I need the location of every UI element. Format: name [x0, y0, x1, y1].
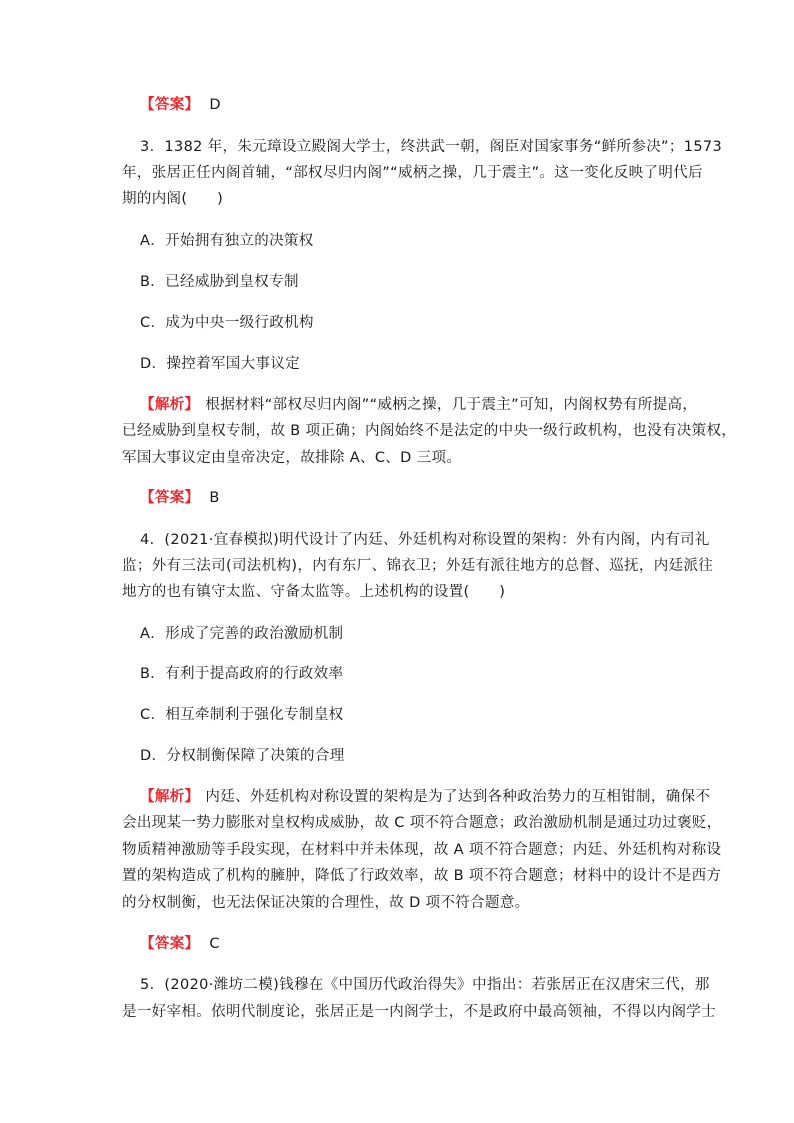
- answer-line: [140, 95, 700, 115]
- question-3-analysis-line-1: [140, 395, 700, 415]
- analysis-text: 根据材料“部权尽归内阁”“威柄之操，几于震主”可知，内阁权势有所提高，: [205, 397, 698, 413]
- analysis-tag: 【解析】: [140, 789, 200, 805]
- answer-value: D: [209, 97, 221, 113]
- answer-value: C: [209, 936, 220, 952]
- question-3-option-c: C．成为中央一级行政机构: [140, 315, 314, 331]
- question-4-option-d: D．分权制衡保障了决策的合理: [140, 748, 345, 764]
- question-4-analysis-line-4: 置的架构造成了机构的臃肿，降低了行政效率，故 B 项不符合题意；材料中的设计不是西方: [122, 868, 722, 884]
- question-4-stem-line-3: 地方的也有镇守太监、守备太监等。上述机构的设置( ): [122, 584, 506, 600]
- question-4-stem-line-2: 监；外有三法司(司法机构)，内有东厂、锦衣卫；外廷有派往地方的总督、巡抚，内廷派往: [122, 558, 714, 574]
- analysis-tag: 【解析】: [140, 397, 200, 413]
- question-3-analysis-line-2: 已经威胁到皇权专制，故 B 项正确；内阁始终不是法定的中央一级行政机构，也没有决策权，: [122, 423, 737, 439]
- question-3-analysis-line-3: 军国大事议定由皇帝决定，故排除 A、C、D 三项。: [122, 450, 462, 466]
- question-3-option-a: A．开始拥有独立的决策权: [140, 233, 314, 249]
- question-3-answer-line: [140, 488, 700, 508]
- question-4-analysis-line-1: [140, 787, 711, 807]
- answer-tag: 【答案】: [140, 97, 200, 113]
- question-3-stem-line-2: 年，张居正任内阁首辅，“部权尽归内阁”“威柄之操，几于震主”。这一变化反映了明代后: [122, 165, 703, 181]
- question-5-stem-line-2: 是一好宰相。依明代制度论，张居正是一内阁学士，不是政府中最高领袖，不得以内阁学士: [122, 1004, 716, 1020]
- question-4-option-a: A．形成了完善的政治激励机制: [140, 626, 344, 642]
- question-4-option-b: B．有利于提高政府的行政效率: [140, 666, 344, 682]
- question-3-stem-line-1: 3．1382 年，朱元璋设立殿阁大学士，终洪武一朝，阁臣对国家事务“鲜所参决”；1573: [140, 139, 723, 155]
- answer-tag: 【答案】: [140, 490, 200, 506]
- question-4-option-c: C．相互牵制利于强化专制皇权: [140, 707, 344, 723]
- question-3-option-d: D．操控着军国大事议定: [140, 356, 301, 372]
- question-4-answer-line: [140, 934, 700, 954]
- question-5-stem-line-1: 5．(2020·潍坊二模)钱穆在《中国历代政治得失》中指出：若张居正在汉唐宋三代，那: [140, 977, 710, 993]
- question-4-stem-line-1: 4．(2021·宜春模拟)明代设计了内廷、外廷机构对称设置的架构：外有内阁，内有司礼: [140, 532, 710, 548]
- analysis-text: 内廷、外廷机构对称设置的架构是为了达到各种政治势力的互相钳制，确保不: [205, 789, 711, 805]
- question-4-analysis-line-5: 的分权制衡，也无法保证决策的合理性，故 D 项不符合题意。: [122, 895, 530, 911]
- question-3-stem-line-3: 期的内阁( ): [122, 191, 224, 207]
- question-4-analysis-line-2: 会出现某一势力膨胀对皇权构成威胁，故 C 项不符合题意；政治激励机制是通过功过褒贬，: [122, 815, 722, 831]
- question-3-option-b: B．已经威胁到皇权专制: [140, 274, 299, 290]
- answer-value: B: [209, 490, 220, 506]
- answer-tag: 【答案】: [140, 936, 200, 952]
- question-4-analysis-line-3: 物质精神激励等手段实现，在材料中并未体现，故 A 项不符合题意；内廷、外廷机构对称设: [122, 842, 722, 858]
